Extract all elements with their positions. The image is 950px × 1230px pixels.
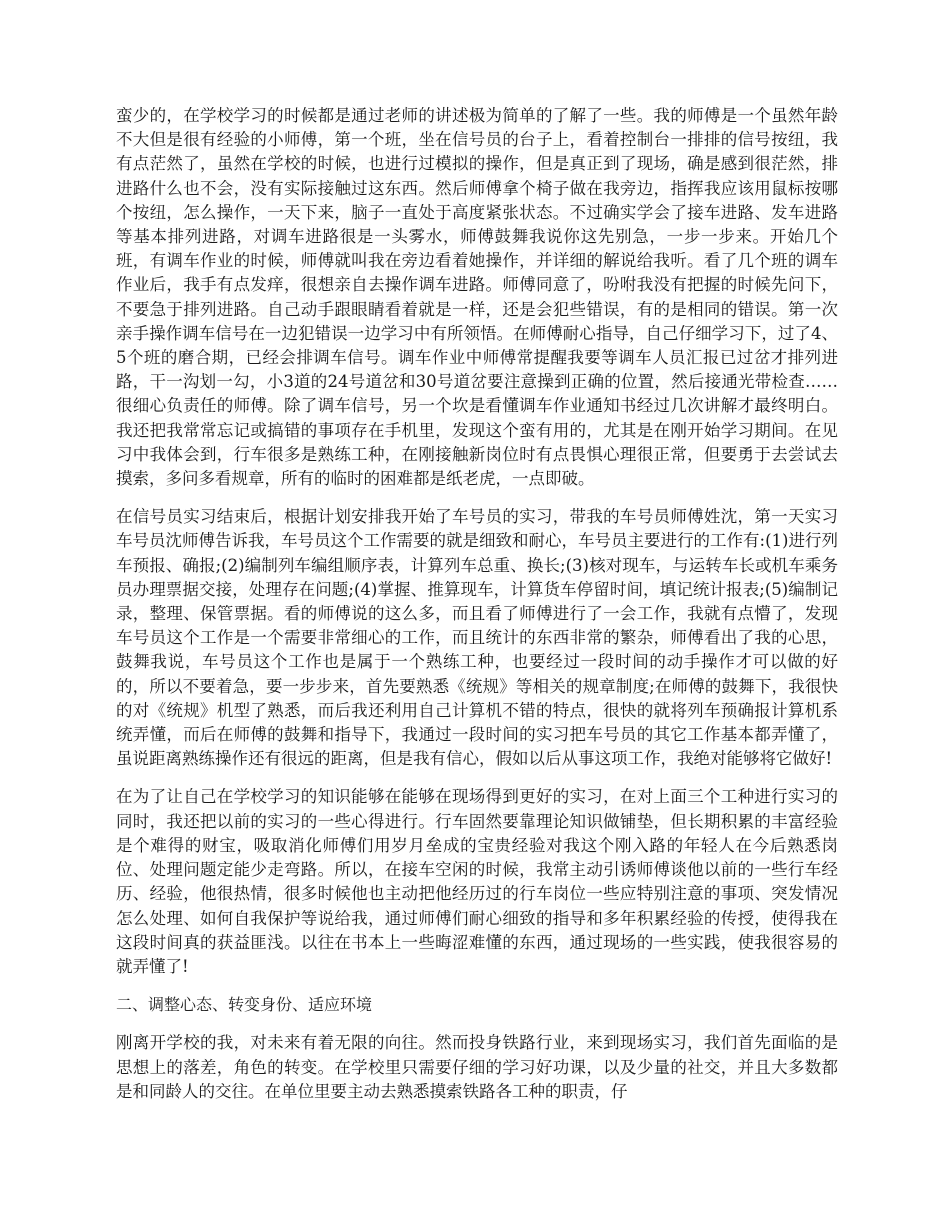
document-body (116, 104, 838, 1118)
paragraph-mindset-adjustment: 刚离开学校的我，对未来有着无限的向往。然而投身铁路行业，来到现场实习，我们首先面临的是思想上的落差，角色的转变。在学校里只需要仔细的学习好功课，以及少量的社交，并且大多数都是和同龄人的交往。在单位里要主动去熟悉摸索铁路各工种的职责，仔 (116, 1033, 838, 1101)
paragraph-car-number-clerk-training: 在信号员实习结束后，根据计划安排我开始了车号员的实习，带我的车号员师傅姓沈，第一天实习车号员沈师傅告诉我，车号员这个工作需要的就是细致和耐心，车号员主要进行的工作有:(1)进行列车预报、确报;(2)编制列车编组顺序表，计算列车总重、换长;(3)核对现车，与运转车长或机车乘务员办理票据交接，处理存在问题;(4)掌握、推算现车，计算货车停留时间，填记统计报表;(5)编制记录，整理、保管票据。看的师傅说的这么多，而且看了师傅进行了一会工作，我就有点懵了，发现车号员这个工作是一个需要非常细心的工作，而且统计的东西非常的繁杂，师傅看出了我的心思，鼓舞我说，车号员这个工作也是属于一个熟练工种，也要经过一段时间的动手操作才可以做的好的，所以不要着急，要一步步来，首先要熟悉《统规》等相关的规章制度;在师傅的鼓舞下，我很快的对《统规》机型了熟悉，而后我还利用自己计算机不错的特点，很快的就将列车预确报计算机系统弄懂，而后在师傅的鼓舞和指导下，我通过一段时间的实习把车号员的其它工作基本都弄懂了，虽说距离熟练操作还有很远的距离，但是我有信心，假如以后从事这项工作，我绝对能够将它做好! (116, 507, 838, 769)
section-heading: 二、调整心态、转变身份、适应环境 (116, 995, 373, 1015)
paragraph-experience-learning: 在为了让自己在学校学习的知识能够在能够在现场得到更好的实习，在对上面三个工种进行实习的同时，我还把以前的实习的一些心得进行。行车固然要靠理论知识做铺垫，但长期积累的丰富经验是个难得的财宝，吸取消化师傅们用岁月垒成的宝贵经验对我这个刚入路的年轻人在今后熟悉岗位、处理问题定能少走弯路。所以，在接车空闲的时候，我常主动引诱师傅谈他以前的一些行车经历、经验，他很热情，很多时候他也主动把他经历过的行车岗位一些应特别注意的事项、突发情况怎么处理、如何自我保护等说给我，通过师傅们耐心细致的指导和多年积累经验的传授，使得我在这段时间真的获益匪浅。以往在书本上一些晦涩难懂的东西，通过现场的一些实践，使我很容易的就弄懂了! (116, 787, 838, 976)
paragraph-signalman-training: 蛮少的，在学校学习的时候都是通过老师的讲述极为简单的了解了一些。我的师傅是一个虽然年龄不大但是很有经验的小师傅，第一个班，坐在信号员的台子上，看着控制台一排排的信号按纽，我有点茫然了，虽然在学校的时候，也进行过模拟的操作，但是真正到了现场，确是感到很茫然，排进路什么也不会，没有实际接触过这东西。然后师傅拿个椅子做在我旁边，指挥我应该用鼠标按哪个按纽，怎么操作，一天下来，脑子一直处于高度紧张状态。不过确实学会了接车进路、发车进路等基本排列进路，对调车进路很是一头雾水，师傅鼓舞我说你这先别急，一步一步来。开始几个班，有调车作业的时候，师傅就叫我在旁边看着她操作，并详细的解说给我听。看了几个班的调车作业后，我手有点发痒，很想亲自去操作调车进路。师傅同意了，吩咐我没有把握的时候先问下，不要急于排列进路。自己动手跟眼睛看着就是一样，还是会犯些错误，有的是相同的错误。第一次亲手操作调车信号在一边犯错误一边学习中有所领悟。在师傅耐心指导，自己仔细学习下，过了4、5个班的磨合期，已经会排调车信号。调车作业中师傅常提醒我要等调车人员汇报已过岔才排列进路，干一沟划一勾，小3道的24号道岔和30号道岔要注意操到正确的位置，然后接通光带检查……很细心负责任的师傅。除了调车信号，另一个坎是看懂调车作业通知书经过几次讲解才最终明白。我还把我常常忘记或搞错的事项存在手机里，发现这个蛮有用的，尤其是在刚开始学习期间。在见习中我体会到，行车很多是熟练工种，在刚接触新岗位时有点畏惧心理很正常，但要勇于去尝试去摸索，多问多看规章，所有的临时的困难都是纸老虎，一点即破。 (116, 106, 838, 489)
